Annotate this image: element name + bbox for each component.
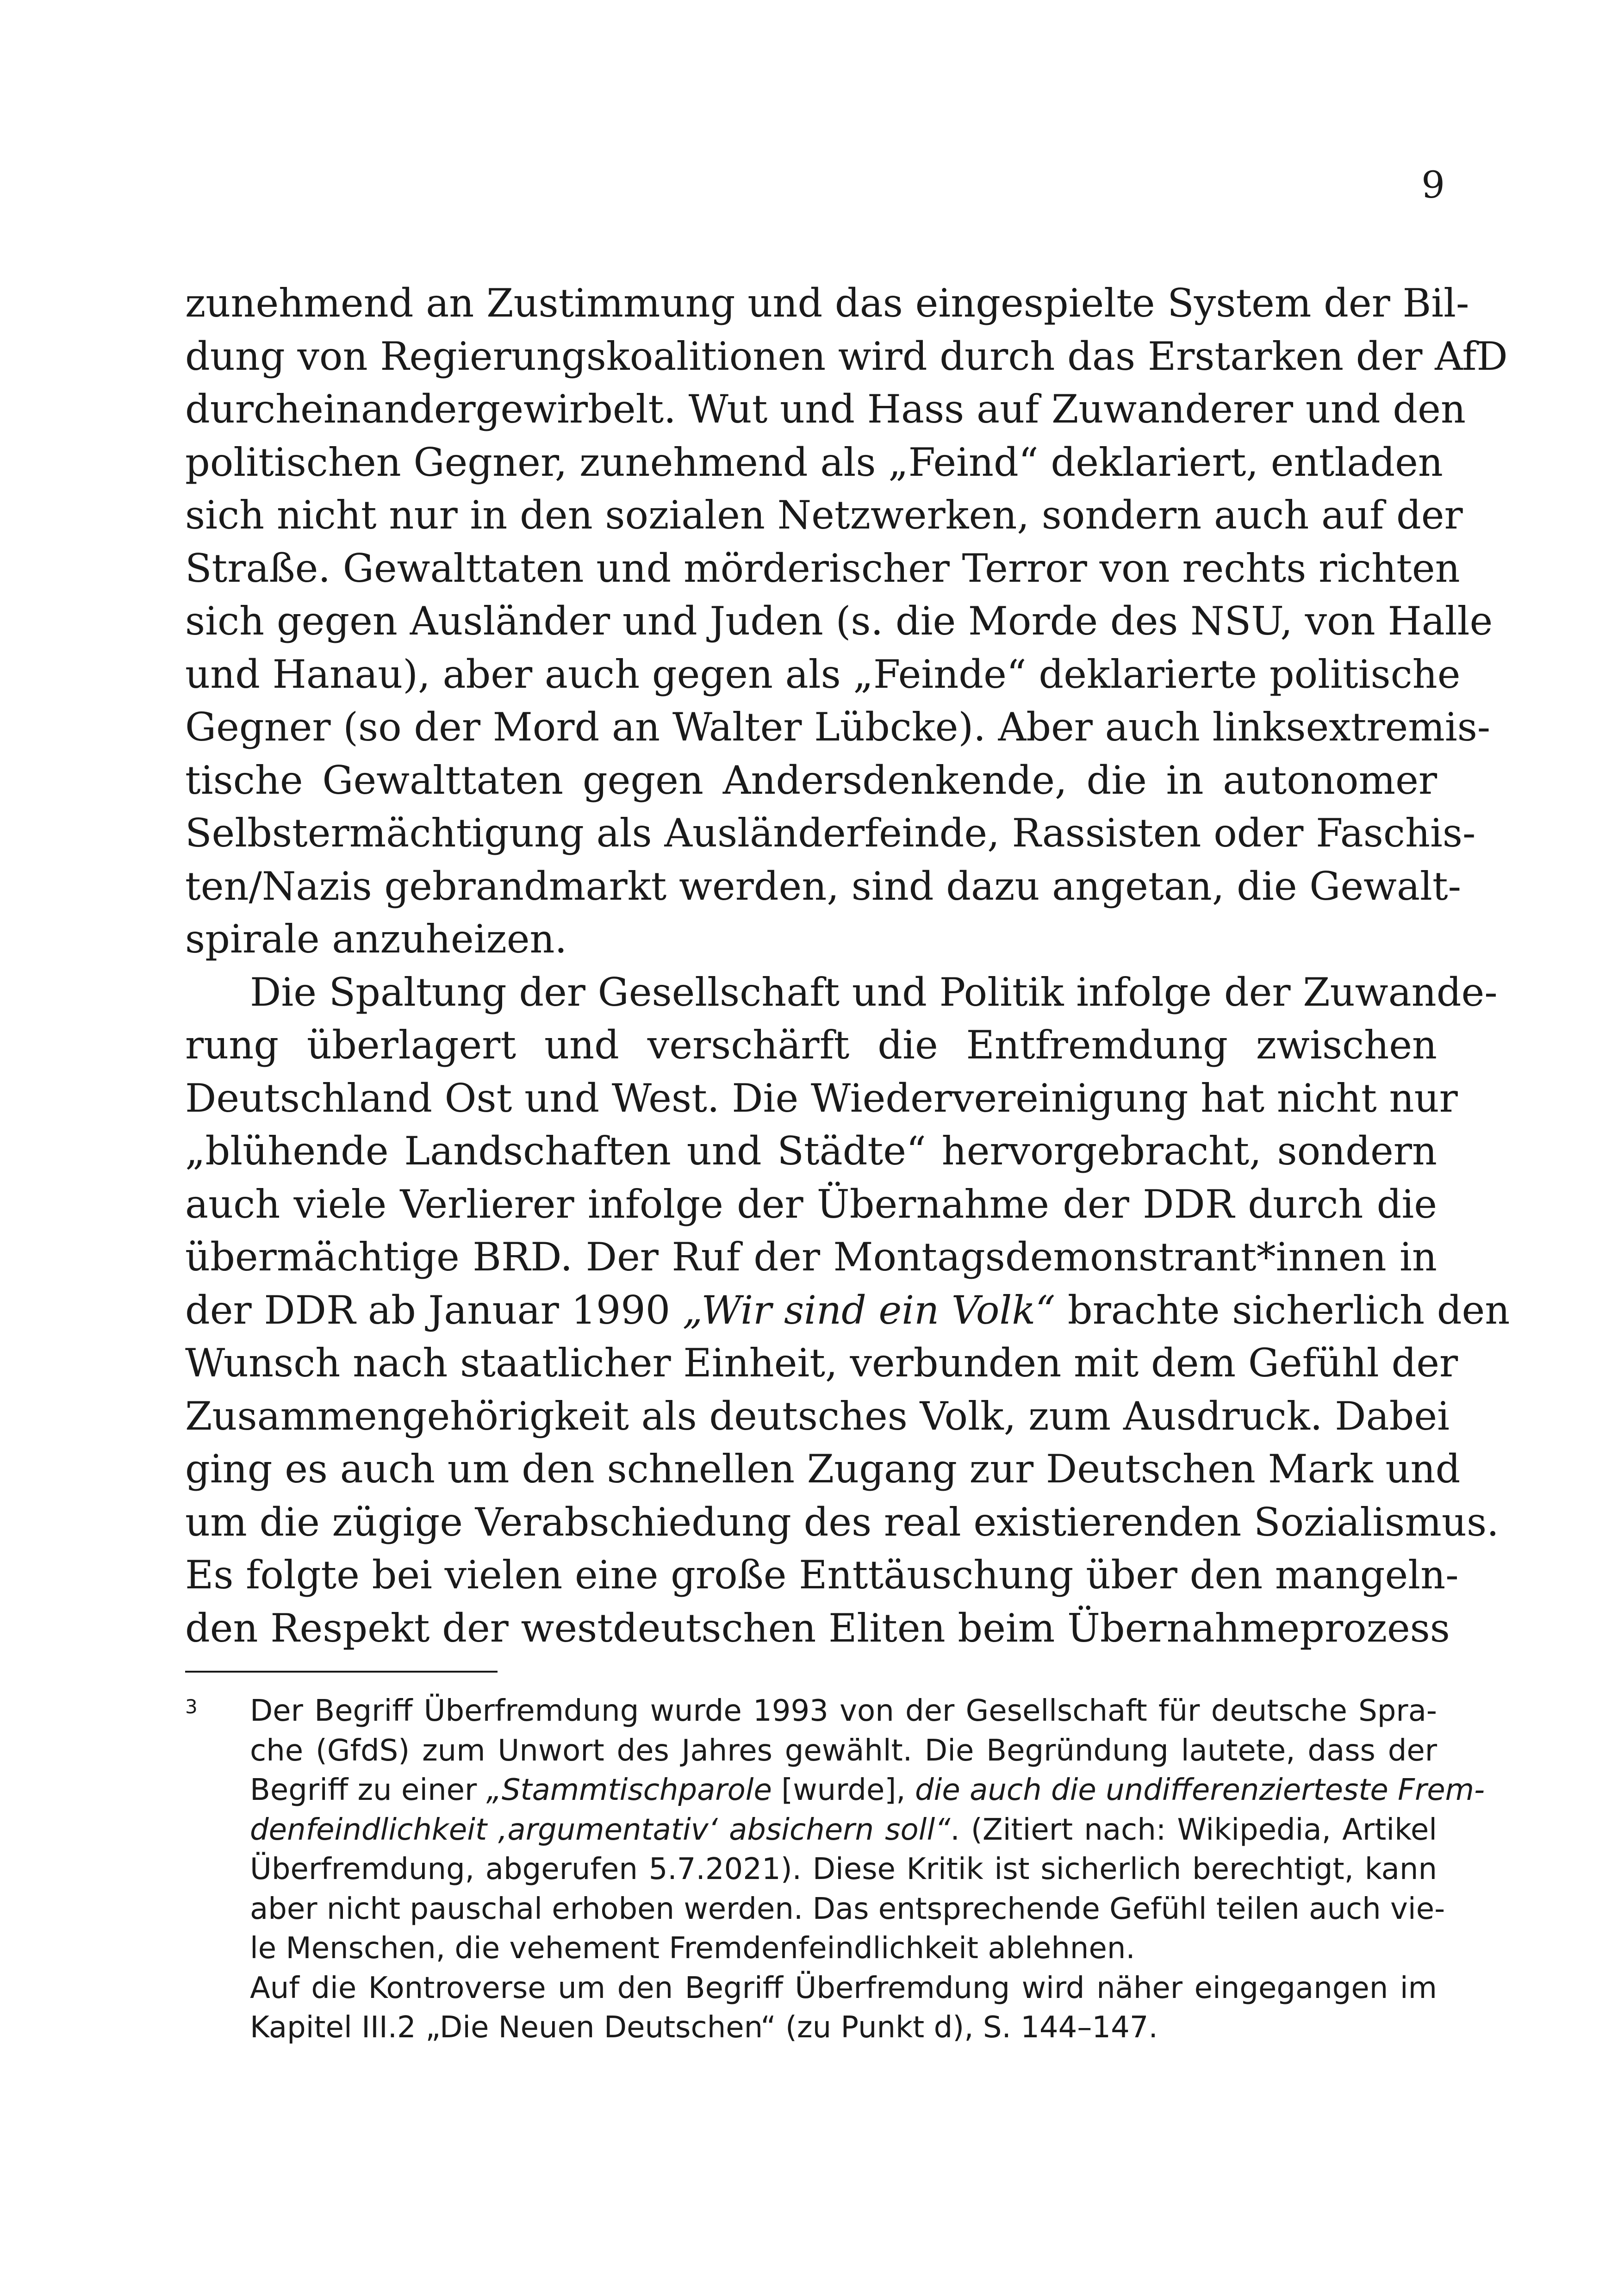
text-span: brachte sicherlich den xyxy=(1055,1287,1510,1333)
footnote-separator xyxy=(185,1671,498,1673)
footnote-line: che (GfdS) zum Unwort des Jahres gewählt. Die Begründung lautete, dass der xyxy=(250,1733,1437,1768)
main-text xyxy=(185,277,1510,1655)
text-line: Zusammengehörigkeit als deutsches Volk, zum Ausdruck. Dabei xyxy=(185,1393,1450,1439)
text-line: den Respekt der westdeutschen Eliten beim Übernahmeprozess xyxy=(185,1605,1450,1651)
text-line: sich gegen Ausländer und Juden (s. die Morde des NSU, von Halle xyxy=(185,598,1493,644)
text-line: übermächtige BRD. Der Ruf der Montagsdemonstrant*innen in xyxy=(185,1234,1437,1280)
text-line: auch viele Verlierer infolge der Übernahme der DDR durch die xyxy=(185,1181,1437,1227)
text-line: durcheinandergewirbelt. Wut und Hass auf Zuwanderer und den xyxy=(185,386,1466,432)
text-span: Begriff zu einer xyxy=(250,1773,486,1807)
text-line: Deutschland Ost und West. Die Wiedervereinigung hat nicht nur xyxy=(185,1075,1458,1121)
quote-italic: denfeindlichkeit ‚argumentativ‘ absichern soll“ xyxy=(250,1812,951,1847)
quote-italic: „Stammtischparole xyxy=(486,1773,772,1807)
text-line: Wunsch nach staatlicher Einheit, verbunden mit dem Gefühl der xyxy=(185,1340,1458,1386)
text-span: der DDR ab Januar 1990 xyxy=(185,1287,683,1333)
text-line: sich nicht nur in den sozialen Netzwerken, sondern auch auf der xyxy=(185,492,1463,538)
text-line: Selbstermächtigung als Ausländerfeinde, Rassisten oder Faschis- xyxy=(185,810,1476,856)
text-line: zunehmend an Zustimmung und das eingespielte System der Bil- xyxy=(185,280,1469,326)
footnote xyxy=(185,1692,1485,2048)
footnote-line xyxy=(250,1771,1485,1811)
text-line: tische Gewalttaten gegen Andersdenkende, die in autonomer xyxy=(185,757,1437,803)
footnote-text xyxy=(250,1692,1485,2048)
footnote-marker: 3 xyxy=(185,1695,198,1718)
text-line: ten/Nazis gebrandmarkt werden, sind dazu angetan, die Gewalt- xyxy=(185,863,1462,909)
text-line: rung überlagert und verschärft die Entfremdung zwischen xyxy=(185,1022,1437,1068)
text-line: Es folgte bei vielen eine große Enttäuschung über den mangeln- xyxy=(185,1552,1459,1598)
footnote-line: Der Begriff Überfremdung wurde 1993 von der Gesellschaft für deutsche Spra- xyxy=(250,1694,1437,1728)
text-line: „blühende Landschaften und Städte“ hervorgebracht, sondern xyxy=(185,1128,1437,1174)
text-line: um die zügige Verabschiedung des real existierenden Sozialismus. xyxy=(185,1499,1499,1545)
page-number: 9 xyxy=(1421,163,1445,206)
text-span: [wurde], xyxy=(772,1773,915,1807)
footnote-line: Auf die Kontroverse um den Begriff Überfremdung wird näher eingegangen im xyxy=(250,1971,1437,2005)
footnote-line: le Menschen, die vehement Fremdenfeindlichkeit ablehnen. xyxy=(250,1931,1135,1966)
text-line-quote xyxy=(185,1284,1510,1337)
text-line: politischen Gegner, zunehmend als „Feind“ deklariert, entladen xyxy=(185,439,1443,485)
quote-italic: „Wir sind ein Volk“ xyxy=(682,1287,1056,1333)
text-span: . (Zitiert nach: Wikipedia, Artikel xyxy=(950,1812,1438,1847)
text-line: Die Spaltung der Gesellschaft und Politik infolge der Zuwande- xyxy=(250,969,1498,1015)
text-line: Straße. Gewalttaten und mörderischer Terror von rechts richten xyxy=(185,545,1460,591)
text-line: und Hanau), aber auch gegen als „Feinde“ deklarierte politische xyxy=(185,651,1461,697)
text-line: dung von Regierungskoalitionen wird durch das Erstarken der AfD xyxy=(185,333,1508,379)
footnote-line xyxy=(250,1811,1437,1850)
quote-italic: die auch die undifferenzierteste Frem- xyxy=(915,1773,1485,1807)
footnote-line: aber nicht pauschal erhoben werden. Das entsprechende Gefühl teilen auch vie- xyxy=(250,1892,1445,1926)
footnote-line: Kapitel III.2 „Die Neuen Deutschen“ (zu Punkt d), S. 144–147. xyxy=(250,2010,1158,2045)
text-line: Gegner (so der Mord an Walter Lübcke). Aber auch linksextremis- xyxy=(185,704,1491,750)
footnote-line: Überfremdung, abgerufen 5.7.2021). Diese Kritik ist sicherlich berechtigt, kann xyxy=(250,1852,1437,1886)
text-line: ging es auch um den schnellen Zugang zur Deutschen Mark und xyxy=(185,1446,1461,1492)
text-line: spirale anzuheizen. xyxy=(185,916,567,962)
